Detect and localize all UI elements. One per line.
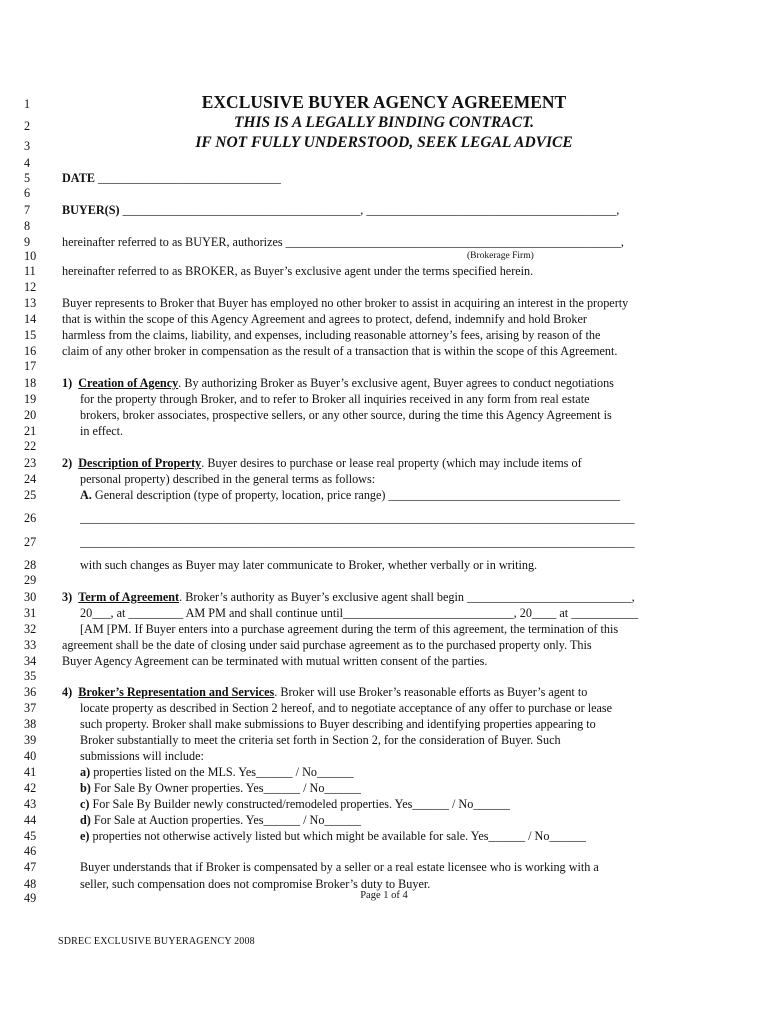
footer-form-id: SDREC EXCLUSIVE BUYERAGENCY 2008: [58, 936, 255, 947]
section-4-line: such property. Broker shall make submissions to Buyer describing and identifying properties appearing to: [80, 717, 596, 731]
line-number: 29: [24, 573, 37, 587]
line-number: 33: [24, 638, 37, 652]
term-begin-field[interactable]: . Broker’s authority as Buyer’s exclusive agent shall begin ___________________________,: [179, 590, 635, 604]
line-number: 5: [24, 171, 31, 185]
line-number: 17: [24, 359, 37, 373]
buyers-row: [0, 202, 768, 219]
line-number: 22: [24, 439, 37, 453]
legal-notice-2: IF NOT FULLY UNDERSTOOD, SEEK LEGAL ADVICE: [195, 134, 573, 151]
line-number: 14: [24, 312, 37, 326]
submission-option-auction[interactable]: d) For Sale at Auction properties. Yes______ / No______: [80, 813, 361, 827]
line-number: 35: [24, 669, 37, 683]
broker-definition-row: [0, 263, 768, 280]
date-label: DATE: [62, 171, 95, 185]
section-3-heading: Term of Agreement: [78, 590, 180, 604]
line-number: 10: [24, 249, 37, 263]
section-1-heading-row: [0, 375, 768, 392]
line-number: 4: [24, 156, 31, 170]
page-number: Page 1 of 4: [360, 890, 408, 901]
line-number: 30: [24, 590, 37, 604]
date-row: [0, 170, 768, 187]
line-number: 8: [24, 219, 31, 233]
section-2-heading: Description of Property: [78, 456, 202, 470]
submission-option-builder[interactable]: c) For Sale By Builder newly constructed/remodeled properties. Yes______ / No______: [80, 797, 510, 811]
line-number: 1: [24, 97, 31, 111]
section-4-heading-row: [0, 684, 768, 701]
intro-line: claim of any other broker in compensation as the result of a transaction that is within the scope of this Agreement.: [62, 344, 618, 358]
section-4-heading: Broker’s Representation and Services: [78, 685, 275, 699]
item-a-label: A.: [80, 488, 92, 502]
line-number: 34: [24, 654, 37, 668]
line-number: 48: [24, 877, 37, 891]
line-number: 9: [24, 235, 31, 249]
line-number: 44: [24, 813, 37, 827]
intro-line: harmless from the claims, liability, and expenses, including reasonable attorney’s fees, arising by reason of the: [62, 328, 601, 342]
document-title: EXCLUSIVE BUYER AGENCY AGREEMENT: [201, 92, 567, 112]
line-number: 19: [24, 392, 37, 406]
line-number: 42: [24, 781, 37, 795]
section-3-line: [AM [PM. If Buyer enters into a purchase agreement during the term of this agreement, the termination of this: [80, 622, 619, 636]
section-1-text: . By authorizing Broker as Buyer’s exclusive agent, Buyer agrees to conduct negotiations: [178, 376, 614, 390]
section-4-closing-line: Buyer understands that if Broker is compensated by a seller or a real estate licensee who is working with a: [80, 860, 599, 874]
line-number: 38: [24, 717, 37, 731]
section-2-text: . Buyer desires to purchase or lease real property (which may include items of: [201, 456, 582, 470]
section-3-line: Buyer Agency Agreement can be terminated with mutual written consent of the parties.: [62, 654, 488, 668]
line-number: 39: [24, 733, 37, 747]
section-1-number: 1): [62, 376, 73, 390]
broker-definition: hereinafter referred to as BROKER, as Buyer’s exclusive agent under the terms specified herein.: [62, 264, 534, 278]
intro-line: Buyer represents to Broker that Buyer has employed no other broker to assist in acquiring an interest in the property: [62, 296, 629, 310]
brokerage-firm-caption: (Brokerage Firm): [467, 251, 534, 261]
section-3-number: 3): [62, 590, 73, 604]
date-field[interactable]: ______________________________: [98, 171, 281, 185]
section-3-line: agreement shall be the date of closing under said purchase agreement as to the purchased property only. This: [62, 638, 592, 652]
section-1-heading: Creation of Agency: [78, 376, 179, 390]
line-number: 20: [24, 408, 37, 422]
line-number: 28: [24, 558, 37, 572]
section-1-line: brokers, broker associates, prospective sellers, or any other source, during the time this Agency Agreement is: [80, 408, 612, 422]
section-2-number: 2): [62, 456, 73, 470]
line-number: 47: [24, 860, 37, 874]
general-description-field[interactable]: General description (type of property, location, price range) ______________________________________: [91, 488, 621, 502]
line-number: 18: [24, 376, 37, 390]
line-number: 2: [24, 119, 31, 133]
line-number: 32: [24, 622, 37, 636]
section-1-line: in effect.: [80, 424, 124, 438]
submission-option-mls[interactable]: a) properties listed on the MLS. Yes______ / No______: [80, 765, 354, 779]
line-number: 23: [24, 456, 37, 470]
line-number: 46: [24, 844, 37, 858]
section-3-heading-row: [0, 589, 768, 606]
line-number: 41: [24, 765, 37, 779]
line-number: 21: [24, 424, 37, 438]
line-number: 3: [24, 139, 31, 153]
section-4-line: Broker substantially to meet the criteria set forth in Section 2, for the consideration of Buyer. Such: [80, 733, 561, 747]
description-blank-line[interactable]: ___________________________________________________________________________________________: [80, 511, 635, 525]
line-number: 24: [24, 472, 37, 486]
line-number: 45: [24, 829, 37, 843]
section-4-text: . Broker will use Broker’s reasonable efforts as Buyer’s agent to: [274, 685, 588, 699]
general-description-row: [0, 487, 768, 504]
line-number: 16: [24, 344, 37, 358]
line-number: 11: [24, 264, 36, 278]
buyers-label: BUYER(S): [62, 203, 120, 217]
submission-option-fsbo[interactable]: b) For Sale By Owner properties. Yes______ / No______: [80, 781, 361, 795]
section-2-heading-row: [0, 455, 768, 472]
line-number: 43: [24, 797, 37, 811]
section-4-number: 4): [62, 685, 73, 699]
section-2-line: personal property) described in the general terms as follows:: [80, 472, 376, 486]
section-4-closing-line: seller, such compensation does not compromise Broker’s duty to Buyer.: [80, 877, 431, 891]
line-number: 49: [24, 891, 37, 905]
line-number: 36: [24, 685, 37, 699]
buyers-field[interactable]: _______________________________________, _________________________________________,: [122, 203, 620, 217]
term-dates-field[interactable]: 20___, at _________ AM PM and shall continue until____________________________, 20____ at ___________: [80, 606, 639, 620]
line-number: 27: [24, 535, 37, 549]
section-2-line: with such changes as Buyer may later communicate to Broker, whether verbally or in writing.: [80, 558, 538, 572]
line-number: 26: [24, 511, 37, 525]
line-number: 13: [24, 296, 37, 310]
description-blank-line[interactable]: ___________________________________________________________________________________________: [80, 535, 635, 549]
line-number: 12: [24, 280, 37, 294]
submission-option-unlisted[interactable]: e) properties not otherwise actively listed but which might be available for sale. Yes______ / No______: [80, 829, 587, 843]
section-4-line: submissions will include:: [80, 749, 204, 763]
brokerage-firm-field[interactable]: hereinafter referred to as BUYER, authorizes _______________________________________________________,: [62, 235, 624, 249]
section-1-line: for the property through Broker, and to refer to Broker all inquiries received in any form from real estate: [80, 392, 590, 406]
line-number: 15: [24, 328, 37, 342]
legal-notice-1: THIS IS A LEGALLY BINDING CONTRACT.: [233, 114, 534, 131]
intro-line: that is within the scope of this Agency Agreement and agrees to protect, defend, indemnify and hold Broker: [62, 312, 587, 326]
line-number: 37: [24, 701, 37, 715]
line-number: 6: [24, 186, 31, 200]
line-number: 31: [24, 606, 37, 620]
line-number: 7: [24, 203, 31, 217]
line-number: 25: [24, 488, 37, 502]
section-4-line: locate property as described in Section 2 hereof, and to negotiate acceptance of any offer to purchase or lease: [80, 701, 613, 715]
line-number: 40: [24, 749, 37, 763]
